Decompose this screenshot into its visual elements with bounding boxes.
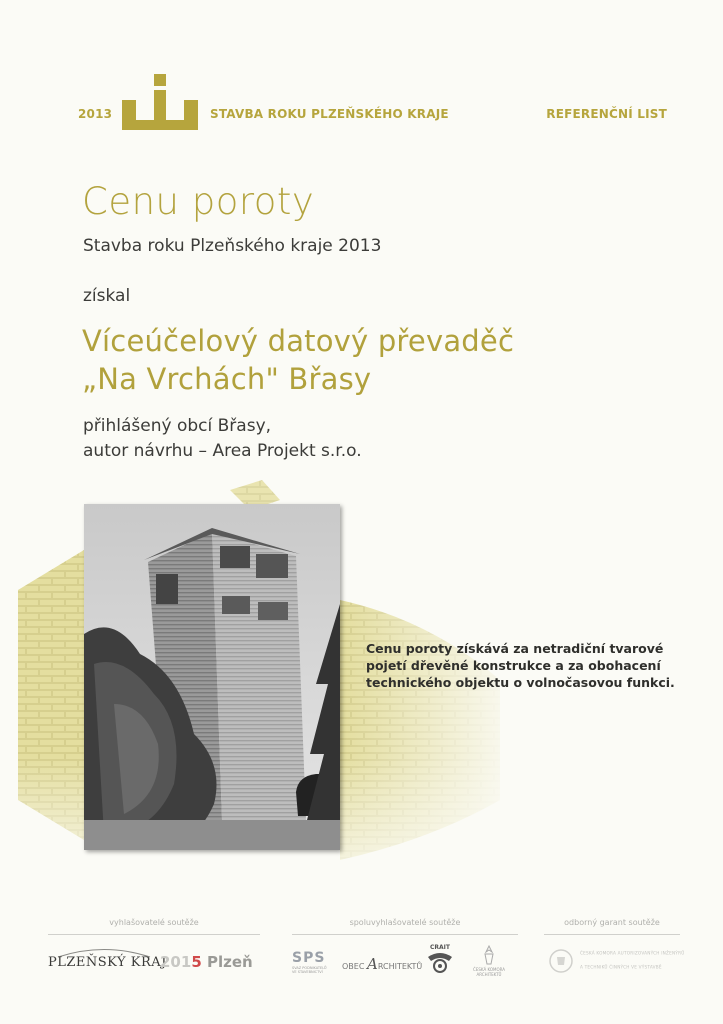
statement-line1: Cenu poroty získává za netradiční tvarové xyxy=(366,641,664,656)
entrant-line2: autor návrhu – Area Projekt s.r.o. xyxy=(83,441,362,461)
building-name-line2: „Na Vrchách" Břasy xyxy=(82,362,372,396)
won-label: získal xyxy=(83,286,131,306)
ckait-emblem-icon xyxy=(548,948,574,974)
co-announcers-label: spoluvyhlašovatelé soutěže xyxy=(349,918,461,927)
header-title: STAVBA ROKU PLZEŇSKÉHO KRAJE xyxy=(210,107,449,121)
sps-logo xyxy=(292,950,328,974)
tower-photo-image xyxy=(84,504,340,850)
sps-logo-sub1: SVAZ PODNIKATELŮ xyxy=(292,966,327,970)
crait-label: CRAIT xyxy=(430,944,450,951)
statement-line2: pojetí dřevěné konstrukce a za obohacení xyxy=(366,658,661,673)
plzensky-kraj-logo: PLZEŇSKÝ KRAJ xyxy=(48,955,167,970)
plzen-logo-mark: 5 xyxy=(191,953,202,971)
announcers-divider xyxy=(48,934,260,935)
jury-statement xyxy=(366,640,676,691)
crait-logo xyxy=(425,944,455,979)
sps-logo-mark: SPS xyxy=(292,950,326,966)
ckait-logo-text xyxy=(580,949,723,977)
sps-logo-sub2: VE STAVEBNICTVÍ xyxy=(292,970,323,974)
award-logo-icon xyxy=(120,72,200,132)
guarantor-divider xyxy=(544,934,680,935)
obec-label: OBEC xyxy=(342,962,365,971)
plzen-2015-logo xyxy=(160,953,253,971)
ceska-komora-emblem-icon xyxy=(479,944,499,966)
ceska-komora-line2: ARCHITEKTŮ xyxy=(476,972,502,977)
crait-emblem-icon xyxy=(425,951,455,975)
entrant-info xyxy=(83,414,362,464)
ckait-line2: A TECHNIKŮ ČINNÝCH VE VÝSTAVBĚ xyxy=(580,965,662,970)
ckait-line1: ČESKÁ KOMORA AUTORIZOVANÝCH INŽENÝRŮ xyxy=(580,951,685,956)
award-title: Cenu poroty xyxy=(82,180,315,223)
co-announcers-divider xyxy=(292,934,518,935)
building-name xyxy=(82,322,514,398)
building-name-line1: Víceúčelový datový převaděč xyxy=(82,324,515,358)
guarantor-label: odborný garant soutěže xyxy=(564,918,660,927)
building-photo xyxy=(84,504,340,850)
statement-line3: technického objektu o volnočasovou funkci. xyxy=(366,675,675,690)
obec-architektu-logo xyxy=(342,955,422,973)
plzen-logo-year: 201 xyxy=(160,953,192,971)
architektu-rest: RCHITEKTŮ xyxy=(377,962,423,971)
ceska-komora-architektu-logo xyxy=(466,944,512,977)
award-subtitle: Stavba roku Plzeňského kraje 2013 xyxy=(83,236,382,256)
header-year: 2013 xyxy=(78,107,113,121)
document-type-label: REFERENČNÍ LIST xyxy=(546,107,667,121)
ceska-komora-line1: ČESKÁ KOMORA xyxy=(473,967,505,972)
entrant-line1: přihlášený obcí Břasy, xyxy=(83,416,272,436)
announcers-label: vyhlašovatelé soutěže xyxy=(109,918,199,927)
plzen-logo-city: Plzeň xyxy=(206,953,253,971)
architektu-initial: A xyxy=(366,955,378,973)
